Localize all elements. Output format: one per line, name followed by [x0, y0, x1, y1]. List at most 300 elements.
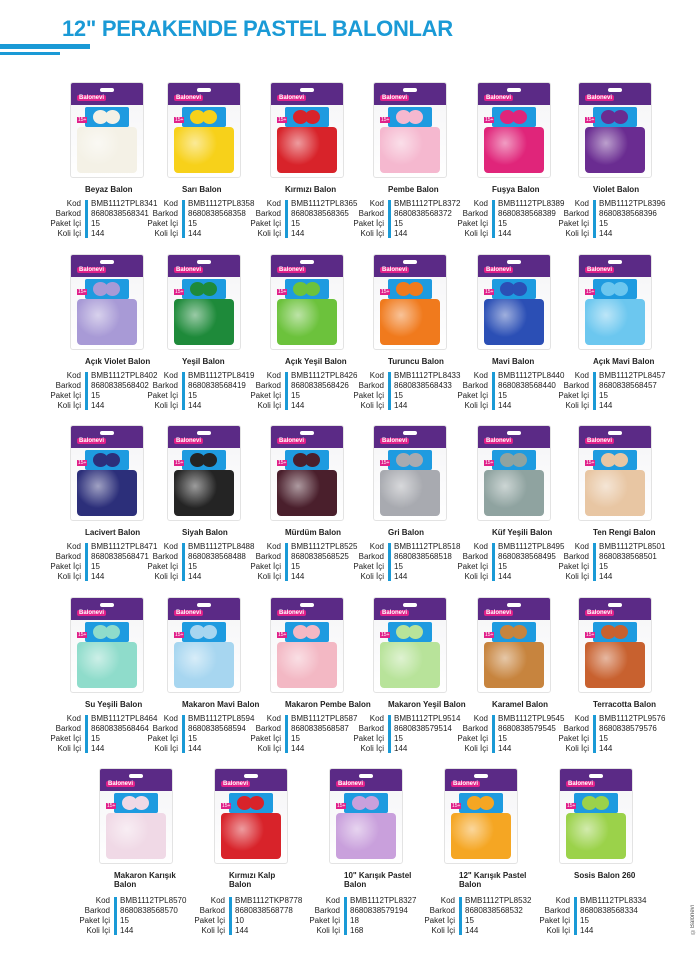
balloons [484, 299, 544, 345]
product-card[interactable] [558, 82, 673, 252]
heart-icon [305, 282, 320, 296]
info-bar [388, 372, 391, 410]
pack-header [478, 426, 550, 448]
pack-header [579, 83, 651, 105]
heart-icon [364, 796, 379, 810]
pack-header [168, 598, 240, 620]
label-kod: Kod [66, 199, 81, 208]
label-paket: Paket İçi [539, 916, 570, 925]
product-name: Kırmızı Kalp Balon [229, 871, 276, 889]
balloon-pack-image [270, 82, 344, 178]
label-paket: Paket İçi [147, 219, 178, 228]
pack-count-tag: 15+ [381, 289, 390, 295]
info-values [599, 714, 665, 754]
value-koli: 144 [599, 744, 613, 753]
label-barkod: Barkod [563, 552, 589, 561]
product-card[interactable] [539, 768, 654, 938]
value-barkod: 8680838568495 [498, 552, 556, 561]
label-paket: Paket İçi [558, 391, 589, 400]
label-paket: Paket İçi [424, 916, 455, 925]
value-koli: 144 [394, 744, 408, 753]
pack-count-tag: 15+ [381, 117, 390, 123]
balloon-pack-image [477, 254, 551, 350]
value-koli: 144 [394, 572, 408, 581]
value-barkod: 8680838579514 [394, 724, 452, 733]
info-bar [182, 543, 185, 581]
label-paket: Paket İçi [50, 734, 81, 743]
balloon-pack-image [329, 768, 403, 864]
heart-icon [512, 282, 527, 296]
product-card[interactable] [194, 768, 309, 938]
hang-hole [403, 88, 417, 92]
heart-icon [105, 625, 120, 639]
value-koli: 144 [498, 572, 512, 581]
label-barkod: Barkod [358, 552, 384, 561]
hang-hole [300, 260, 314, 264]
value-barkod: 8680838568488 [188, 552, 246, 561]
product-card[interactable] [79, 768, 194, 938]
value-barkod: 8680838568471 [91, 552, 149, 561]
label-paket: Paket İçi [353, 562, 384, 571]
pack-header [100, 769, 172, 791]
pack-logo: Balonevi [382, 267, 408, 273]
product-name: Beyaz Balon [85, 185, 133, 194]
info-labels [348, 542, 384, 582]
balloons [484, 470, 544, 516]
value-koli: 144 [188, 572, 202, 581]
info-labels [553, 199, 589, 239]
balloon-pack-image [214, 768, 288, 864]
value-barkod: 8680838568518 [394, 552, 452, 561]
value-barkod: 8680838568419 [188, 381, 246, 390]
info-bar [85, 200, 88, 238]
label-koli: Koli İçi [57, 401, 81, 410]
info-values [235, 896, 302, 936]
label-barkod: Barkod [462, 381, 488, 390]
value-kod: BMB1112TPL8464 [91, 714, 158, 723]
product-name: Sarı Balon [182, 185, 222, 194]
hang-hole [100, 260, 114, 264]
pack-header [271, 426, 343, 448]
info-bar [85, 543, 88, 581]
value-barkod: 8680838568570 [120, 906, 178, 915]
label-barkod: Barkod [152, 209, 178, 218]
value-barkod: 8680838568433 [394, 381, 452, 390]
value-paket: 15 [91, 734, 100, 743]
product-name: Makaron Pembe Balon [285, 700, 371, 709]
pack-count-tag: 15+ [485, 460, 494, 466]
product-name: Terracotta Balon [593, 700, 656, 709]
value-barkod: 8680838568594 [188, 724, 246, 733]
balloons [566, 813, 626, 859]
value-barkod: 8680838568464 [91, 724, 149, 733]
pack-logo: Balonevi [486, 610, 512, 616]
label-koli: Koli İçi [57, 229, 81, 238]
value-paket: 15 [188, 391, 197, 400]
label-kod: Kod [555, 896, 570, 905]
value-kod: BMB1112TPL8327 [350, 896, 417, 905]
product-card[interactable] [558, 425, 673, 595]
value-koli: 144 [394, 401, 408, 410]
info-labels [245, 199, 281, 239]
balloons [77, 470, 137, 516]
pack-logo: Balonevi [382, 438, 408, 444]
pack-count-tag: 15+ [337, 803, 346, 809]
pack-header [71, 255, 143, 277]
pack-count-tag: 15+ [175, 289, 184, 295]
value-paket: 15 [188, 219, 197, 228]
heart-icon [613, 282, 628, 296]
label-paket: Paket İçi [50, 562, 81, 571]
value-kod: BMB1112TPL8495 [498, 542, 565, 551]
balloon-pack-image [477, 597, 551, 693]
hang-hole [300, 603, 314, 607]
value-kod: BMB1112TPL8570 [120, 896, 187, 905]
label-barkod: Barkod [563, 381, 589, 390]
label-koli: Koli İçi [257, 401, 281, 410]
label-kod: Kod [369, 542, 384, 551]
pack-count-tag: 15+ [381, 632, 390, 638]
value-paket: 15 [599, 219, 608, 228]
pack-logo: Balonevi [279, 267, 305, 273]
label-koli: Koli İçi [316, 926, 340, 935]
pack-logo: Balonevi [79, 267, 105, 273]
label-paket: Paket İçi [147, 391, 178, 400]
pack-header [168, 83, 240, 105]
product-name: Fuşya Balon [492, 185, 540, 194]
balloons [380, 299, 440, 345]
balloon-pack-image [167, 254, 241, 350]
heart-icon [305, 110, 320, 124]
value-paket: 15 [91, 391, 100, 400]
hang-hole [403, 603, 417, 607]
value-koli: 144 [188, 744, 202, 753]
info-labels [452, 542, 488, 582]
heart-icon [512, 625, 527, 639]
label-paket: Paket İçi [250, 734, 281, 743]
value-paket: 15 [394, 734, 403, 743]
value-kod: BMB1112TPL8457 [599, 371, 666, 380]
value-barkod: 8680838568778 [235, 906, 293, 915]
pack-logo: Balonevi [176, 267, 202, 273]
value-kod: BMB1112TKP8778 [235, 896, 303, 905]
info-bar [492, 372, 495, 410]
pack-logo: Balonevi [486, 438, 512, 444]
label-kod: Kod [369, 371, 384, 380]
value-paket: 15 [498, 391, 507, 400]
product-name: Makaron Mavi Balon [182, 700, 260, 709]
info-labels [419, 896, 455, 936]
heart-icon [408, 625, 423, 639]
hang-hole [100, 431, 114, 435]
pack-header [330, 769, 402, 791]
pack-header [374, 255, 446, 277]
title-stripe [0, 44, 90, 49]
label-barkod: Barkod [152, 381, 178, 390]
info-bar [285, 543, 288, 581]
value-kod: BMB1112TPL8389 [498, 199, 565, 208]
info-bar [459, 897, 462, 935]
info-values [599, 542, 665, 582]
pack-count-tag: 15+ [381, 460, 390, 466]
value-barkod: 8680838568341 [91, 209, 149, 218]
heart-icon [613, 110, 628, 124]
label-paket: Paket İçi [250, 391, 281, 400]
balloon-pack-image [167, 82, 241, 178]
value-koli: 144 [91, 744, 105, 753]
value-barkod: 8680838568389 [498, 209, 556, 218]
label-barkod: Barkod [255, 724, 281, 733]
label-paket: Paket İçi [558, 562, 589, 571]
info-labels [348, 199, 384, 239]
heart-icon [134, 796, 149, 810]
balloons [277, 642, 337, 688]
pack-logo: Balonevi [568, 781, 594, 787]
value-kod: BMB1112TPL8426 [291, 371, 358, 380]
product-card[interactable] [558, 254, 673, 424]
label-koli: Koli İçi [464, 229, 488, 238]
product-card[interactable] [424, 768, 539, 938]
value-koli: 144 [188, 229, 202, 238]
balloon-pack-image [578, 254, 652, 350]
label-barkod: Barkod [152, 552, 178, 561]
balloons [174, 127, 234, 173]
balloon-pack-image [167, 425, 241, 521]
hang-hole [507, 88, 521, 92]
balloons [77, 127, 137, 173]
info-bar [492, 715, 495, 753]
pack-count-tag: 15+ [586, 289, 595, 295]
product-name: Sosis Balon 260 [574, 871, 636, 880]
label-paket: Paket İçi [250, 562, 281, 571]
value-paket: 15 [599, 562, 608, 571]
value-paket: 15 [291, 562, 300, 571]
info-labels [245, 714, 281, 754]
info-labels [45, 371, 81, 411]
label-paket: Paket İçi [194, 916, 225, 925]
label-koli: Koli İçi [565, 572, 589, 581]
hang-hole [197, 431, 211, 435]
label-koli: Koli İçi [360, 401, 384, 410]
label-barkod: Barkod [358, 209, 384, 218]
label-koli: Koli İçi [257, 744, 281, 753]
pack-logo: Balonevi [587, 267, 613, 273]
balloon-pack-image [70, 425, 144, 521]
pack-count-tag: 15+ [586, 632, 595, 638]
info-bar [114, 897, 117, 935]
pack-logo: Balonevi [587, 610, 613, 616]
info-bar [85, 715, 88, 753]
info-bar [229, 897, 232, 935]
label-barkod: Barkod [544, 906, 570, 915]
product-name: Açık Mavi Balon [593, 357, 655, 366]
pack-header [271, 255, 343, 277]
value-kod: BMB1112TPL8358 [188, 199, 255, 208]
hang-hole [608, 603, 622, 607]
label-kod: Kod [266, 199, 281, 208]
info-labels [452, 199, 488, 239]
value-paket: 15 [394, 219, 403, 228]
label-koli: Koli İçi [257, 572, 281, 581]
hang-hole [100, 88, 114, 92]
balloon-pack-image [444, 768, 518, 864]
value-kod: BMB1112TPL8525 [291, 542, 358, 551]
pack-logo: Balonevi [279, 610, 305, 616]
pack-count-tag: 15+ [586, 117, 595, 123]
value-kod: BMB1112TPL8488 [188, 542, 255, 551]
balloons [585, 299, 645, 345]
hang-hole [507, 260, 521, 264]
balloons [277, 470, 337, 516]
info-bar [574, 897, 577, 935]
pack-count-tag: 15+ [78, 117, 87, 123]
pack-count-tag: 15+ [567, 803, 576, 809]
hang-hole [403, 431, 417, 435]
heart-icon [202, 282, 217, 296]
value-barkod: 8680838568358 [188, 209, 246, 218]
value-koli: 144 [465, 926, 479, 935]
balloons [451, 813, 511, 859]
value-koli: 144 [599, 572, 613, 581]
label-koli: Koli İçi [546, 926, 570, 935]
hang-hole [100, 603, 114, 607]
product-card[interactable] [558, 597, 673, 767]
hang-hole [300, 88, 314, 92]
balloons [77, 299, 137, 345]
info-bar [182, 372, 185, 410]
balloon-pack-image [477, 425, 551, 521]
value-kod: BMB1112TPL8433 [394, 371, 461, 380]
label-paket: Paket İçi [147, 562, 178, 571]
title-stripe-2 [0, 52, 60, 55]
pack-count-tag: 15+ [278, 117, 287, 123]
label-paket: Paket İçi [457, 219, 488, 228]
value-kod: BMB1112TPL9514 [394, 714, 461, 723]
value-kod: BMB1112TPL8365 [291, 199, 358, 208]
hang-hole [507, 431, 521, 435]
pack-logo: Balonevi [108, 781, 134, 787]
value-koli: 144 [91, 572, 105, 581]
info-bar [492, 543, 495, 581]
hang-hole [197, 260, 211, 264]
label-barkod: Barkod [563, 724, 589, 733]
copyright: ©Balonevi [690, 905, 696, 935]
value-kod: BMB1112TPL8372 [394, 199, 461, 208]
label-koli: Koli İçi [464, 572, 488, 581]
pack-header [445, 769, 517, 791]
label-koli: Koli İçi [154, 744, 178, 753]
product-name: Kırmızı Balon [285, 185, 337, 194]
info-bar [285, 372, 288, 410]
product-name: Karamel Balon [492, 700, 549, 709]
label-kod: Kod [66, 542, 81, 551]
value-paket: 15 [91, 562, 100, 571]
value-koli: 144 [599, 229, 613, 238]
balloons [77, 642, 137, 688]
heart-icon [105, 110, 120, 124]
label-kod: Kod [369, 714, 384, 723]
label-kod: Kod [574, 542, 589, 551]
pack-count-tag: 15+ [175, 460, 184, 466]
pack-count-tag: 15+ [278, 289, 287, 295]
balloon-pack-image [578, 597, 652, 693]
product-card[interactable] [309, 768, 424, 938]
info-values [465, 896, 531, 936]
balloon-pack-image [578, 82, 652, 178]
label-barkod: Barkod [55, 209, 81, 218]
pack-count-tag: 15+ [278, 460, 287, 466]
label-koli: Koli İçi [565, 744, 589, 753]
label-koli: Koli İçi [431, 926, 455, 935]
info-bar [85, 372, 88, 410]
info-labels [45, 542, 81, 582]
value-paket: 15 [498, 734, 507, 743]
label-kod: Kod [574, 371, 589, 380]
value-barkod: 8680838568402 [91, 381, 149, 390]
value-paket: 15 [498, 562, 507, 571]
value-barkod: 8680838568426 [291, 381, 349, 390]
info-labels [553, 371, 589, 411]
value-koli: 144 [291, 401, 305, 410]
heart-icon [305, 625, 320, 639]
heart-icon [479, 796, 494, 810]
info-values [394, 199, 460, 239]
info-bar [593, 543, 596, 581]
pack-count-tag: 15+ [452, 803, 461, 809]
label-barkod: Barkod [563, 209, 589, 218]
hang-hole [244, 774, 258, 778]
value-barkod: 8680838568587 [291, 724, 349, 733]
label-koli: Koli İçi [565, 401, 589, 410]
label-kod: Kod [66, 371, 81, 380]
pack-header [271, 83, 343, 105]
hang-hole [589, 774, 603, 778]
value-paket: 15 [394, 562, 403, 571]
value-paket: 15 [291, 391, 300, 400]
page-title: 12" PERAKENDE PASTEL BALONLAR [62, 16, 453, 41]
product-name: 12" Karışık Pastel Balon [459, 871, 527, 889]
info-labels [142, 199, 178, 239]
info-labels [142, 371, 178, 411]
label-barkod: Barkod [255, 209, 281, 218]
pack-count-tag: 15+ [175, 632, 184, 638]
product-name: Turuncu Balon [388, 357, 444, 366]
info-bar [593, 372, 596, 410]
value-paket: 15 [291, 734, 300, 743]
info-bar [388, 200, 391, 238]
info-values [599, 199, 665, 239]
value-koli: 144 [91, 229, 105, 238]
value-koli: 144 [291, 229, 305, 238]
product-name: Makaron Karışık Balon [114, 871, 176, 889]
label-koli: Koli İçi [360, 572, 384, 581]
pack-header [168, 426, 240, 448]
heart-icon [594, 796, 609, 810]
label-paket: Paket İçi [147, 734, 178, 743]
pack-header [374, 426, 446, 448]
value-koli: 144 [188, 401, 202, 410]
value-paket: 15 [188, 562, 197, 571]
value-koli: 144 [291, 744, 305, 753]
label-paket: Paket İçi [558, 734, 589, 743]
value-kod: BMB1112TPL8334 [580, 896, 647, 905]
balloons [174, 470, 234, 516]
label-paket: Paket İçi [250, 219, 281, 228]
pack-logo: Balonevi [382, 95, 408, 101]
product-name: Siyah Balon [182, 528, 228, 537]
pack-header [579, 255, 651, 277]
heart-icon [305, 453, 320, 467]
